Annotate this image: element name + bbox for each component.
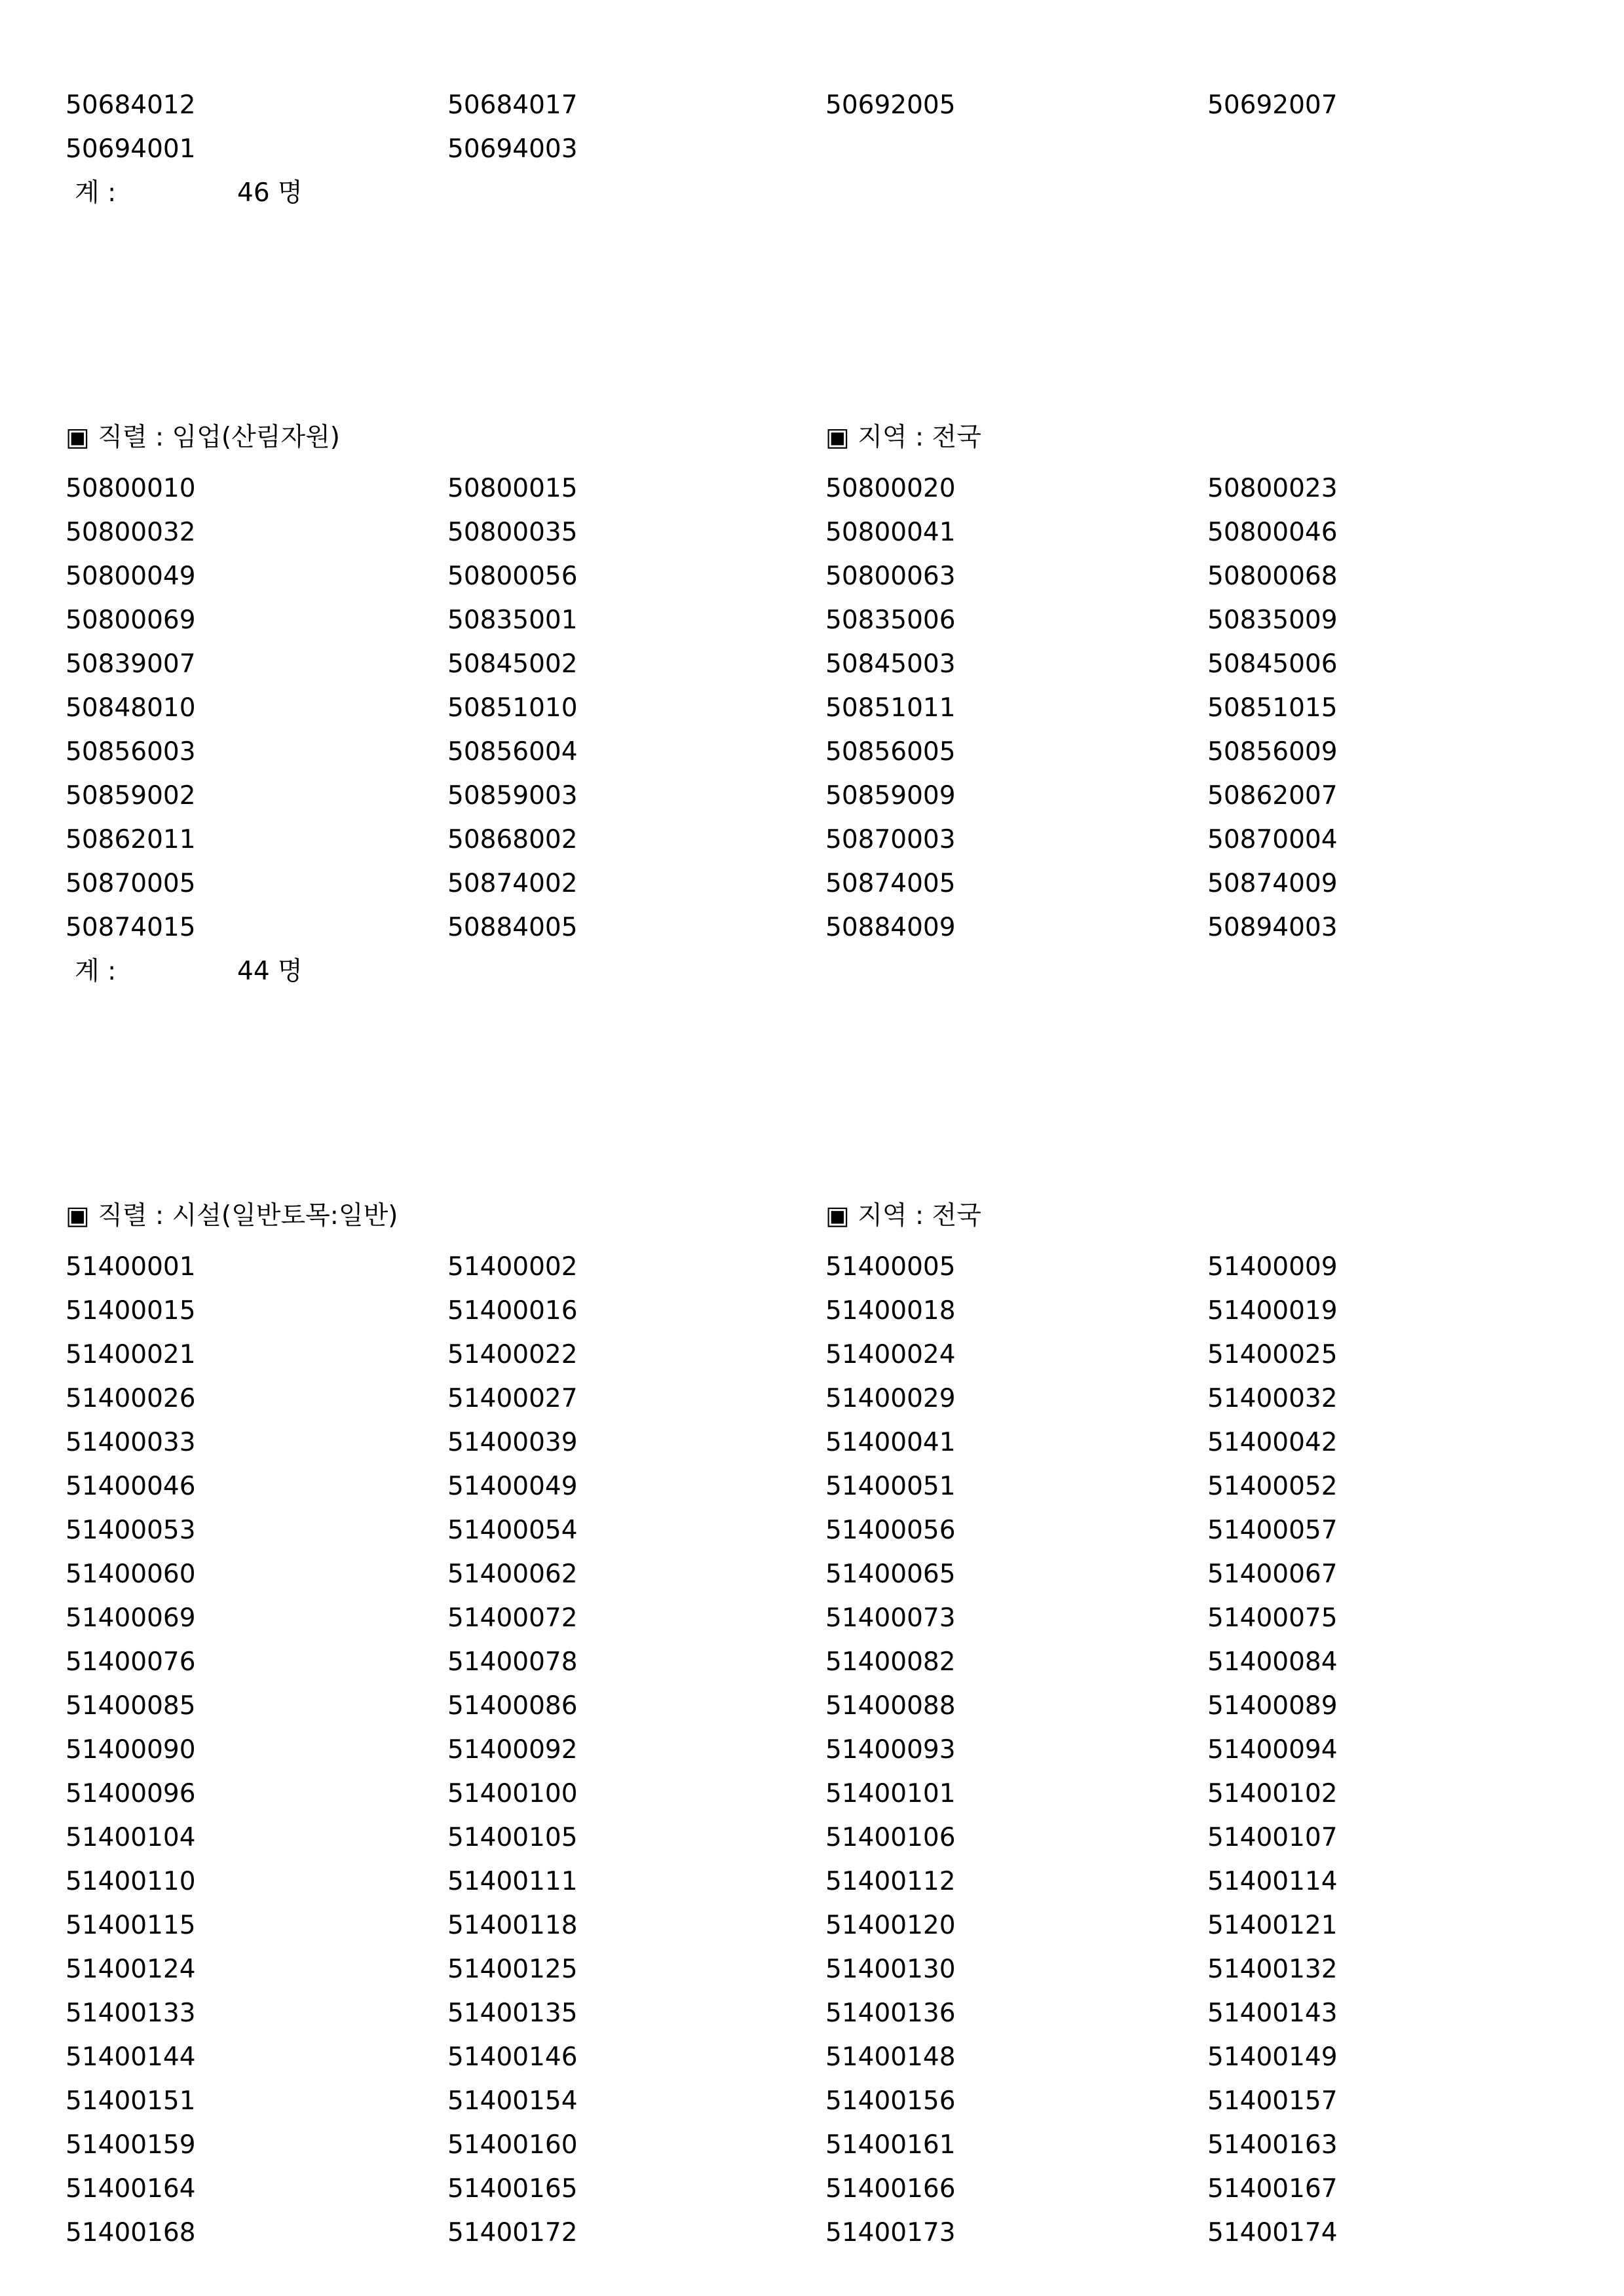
candidate-number: 51400056 [825,1516,956,1545]
candidate-number: 51400125 [447,1955,578,1984]
candidate-number: 51400029 [825,1384,956,1413]
candidate-number: 51400133 [66,1999,196,2028]
candidate-number: 51400124 [66,1955,196,1984]
subtotal-count: 44 명 [237,957,303,986]
section-header [0,1194,1624,1238]
job-series-label: ▣ 직렬 : 임업(산림자원) [66,423,341,452]
candidate-number: 51400049 [447,1472,578,1501]
candidate-number: 51400051 [825,1472,956,1501]
table-row [0,1772,1624,1816]
candidate-number: 50800046 [1207,518,1338,547]
candidate-number: 51400075 [1207,1603,1338,1633]
candidate-number: 50800056 [447,562,578,591]
candidate-number: 51400107 [1207,1823,1338,1852]
candidate-number: 51400067 [1207,1559,1338,1589]
table-row [0,1552,1624,1596]
table-row [0,554,1624,598]
candidate-number: 51400021 [66,1340,196,1369]
candidate-number: 50856005 [825,737,956,767]
candidate-number: 50692007 [1207,90,1338,120]
candidate-number: 51400114 [1207,1867,1338,1896]
candidate-number: 51400089 [1207,1691,1338,1721]
candidate-number: 50856009 [1207,737,1338,767]
table-row [0,818,1624,862]
candidate-number: 51400135 [447,1999,578,2028]
candidate-number: 51400120 [825,1911,956,1940]
table-row [0,906,1624,949]
candidate-number: 50859009 [825,781,956,811]
table-row [0,686,1624,730]
candidate-number: 51400052 [1207,1472,1338,1501]
table-row [0,1464,1624,1508]
candidate-number: 51400078 [447,1647,578,1677]
table-row [0,1947,1624,1991]
candidate-number: 51400156 [825,2086,956,2116]
section-header [0,415,1624,459]
candidate-number: 50845002 [447,649,578,679]
candidate-number: 51400033 [66,1428,196,1457]
candidate-number: 51400102 [1207,1779,1338,1808]
candidate-number: 50856003 [66,737,196,767]
candidate-number: 51400166 [825,2174,956,2204]
table-row [0,2167,1624,2211]
candidate-number: 51400054 [447,1516,578,1545]
candidate-number: 51400161 [825,2130,956,2160]
candidate-number: 51400164 [66,2174,196,2204]
candidate-number: 51400160 [447,2130,578,2160]
subtotal-count: 46 명 [237,178,303,208]
candidate-number: 51400085 [66,1691,196,1721]
candidate-number: 50851015 [1207,693,1338,723]
candidate-number: 50884005 [447,913,578,942]
table-row [0,642,1624,686]
table-row [0,2035,1624,2079]
candidate-number: 51400106 [825,1823,956,1852]
candidate-number: 51400118 [447,1911,578,1940]
candidate-number: 51400073 [825,1603,956,1633]
candidate-number: 50800032 [66,518,196,547]
candidate-number: 51400130 [825,1955,956,1984]
candidate-number: 51400094 [1207,1735,1338,1765]
table-row [0,1684,1624,1728]
candidate-number: 50835006 [825,605,956,635]
candidate-number: 51400096 [66,1779,196,1808]
table-row [0,1596,1624,1640]
candidate-number: 51400174 [1207,2218,1338,2248]
candidate-number: 51400101 [825,1779,956,1808]
table-row [0,1245,1624,1289]
candidate-number: 50868002 [447,825,578,854]
table-row [0,2211,1624,2255]
candidate-number: 50874005 [825,869,956,898]
candidate-number: 50874002 [447,869,578,898]
candidate-number: 51400112 [825,1867,956,1896]
candidate-number: 51400032 [1207,1384,1338,1413]
candidate-number: 50845003 [825,649,956,679]
table-row [0,862,1624,906]
candidate-number: 51400046 [66,1472,196,1501]
candidate-number: 51400111 [447,1867,578,1896]
candidate-number: 50870004 [1207,825,1338,854]
candidate-number: 51400163 [1207,2130,1338,2160]
table-row [0,730,1624,774]
candidate-number: 51400136 [825,1999,956,2028]
candidate-number: 50800015 [447,474,578,503]
candidate-number: 51400146 [447,2042,578,2072]
candidate-number: 51400053 [66,1516,196,1545]
candidate-number: 51400165 [447,2174,578,2204]
region-label: ▣ 지역 : 전국 [825,1201,981,1231]
candidate-number: 51400092 [447,1735,578,1765]
subtotal-row [0,171,1624,215]
candidate-number: 50851011 [825,693,956,723]
table-row [0,1289,1624,1333]
candidate-number: 50848010 [66,693,196,723]
candidate-number: 51400090 [66,1735,196,1765]
candidate-number: 50870005 [66,869,196,898]
candidate-number: 51400027 [447,1384,578,1413]
candidate-number: 51400018 [825,1296,956,1326]
table-row [0,1421,1624,1464]
candidate-number: 51400100 [447,1779,578,1808]
candidate-number: 51400151 [66,2086,196,2116]
table-row [0,127,1624,171]
candidate-number: 51400143 [1207,1999,1338,2028]
region-label: ▣ 지역 : 전국 [825,423,981,452]
subtotal-row [0,949,1624,993]
candidate-number: 50694001 [66,134,196,164]
candidate-number: 51400132 [1207,1955,1338,1984]
candidate-number: 51400025 [1207,1340,1338,1369]
candidate-number: 50859002 [66,781,196,811]
table-row [0,2079,1624,2123]
subtotal-label: 계 : [75,178,117,208]
candidate-number: 51400042 [1207,1428,1338,1457]
candidate-number: 51400086 [447,1691,578,1721]
candidate-number: 50894003 [1207,913,1338,942]
candidate-number: 50800049 [66,562,196,591]
table-row [0,598,1624,642]
candidate-number: 50874009 [1207,869,1338,898]
candidate-number: 51400168 [66,2218,196,2248]
candidate-number: 51400105 [447,1823,578,1852]
candidate-number: 51400154 [447,2086,578,2116]
candidate-number: 50800068 [1207,562,1338,591]
candidate-number: 51400172 [447,2218,578,2248]
candidate-number: 51400144 [66,2042,196,2072]
candidate-number: 50862007 [1207,781,1338,811]
candidate-number: 51400060 [66,1559,196,1589]
candidate-number: 51400084 [1207,1647,1338,1677]
table-row [0,1508,1624,1552]
candidate-number: 50839007 [66,649,196,679]
candidate-number: 50859003 [447,781,578,811]
candidate-number: 51400088 [825,1691,956,1721]
subtotal-label: 계 : [75,957,117,986]
candidate-number: 50835009 [1207,605,1338,635]
candidate-number: 51400072 [447,1603,578,1633]
candidate-number: 50862011 [66,825,196,854]
candidate-number: 50856004 [447,737,578,767]
candidate-number: 50692005 [825,90,956,120]
candidate-number: 50800063 [825,562,956,591]
table-row [0,1860,1624,1904]
candidate-number: 51400024 [825,1340,956,1369]
table-row [0,1904,1624,1947]
candidate-number: 50694003 [447,134,578,164]
candidate-number: 51400121 [1207,1911,1338,1940]
candidate-number: 51400157 [1207,2086,1338,2116]
table-row [0,1333,1624,1377]
job-series-label: ▣ 직렬 : 시설(일반토목:일반) [66,1201,398,1231]
table-row [0,2123,1624,2167]
candidate-number: 51400015 [66,1296,196,1326]
candidate-number: 50684017 [447,90,578,120]
candidate-number: 51400041 [825,1428,956,1457]
table-row [0,1640,1624,1684]
candidate-number: 51400009 [1207,1252,1338,1282]
candidate-number: 51400104 [66,1823,196,1852]
candidate-number: 51400039 [447,1428,578,1457]
candidate-number: 50800041 [825,518,956,547]
table-row [0,1991,1624,2035]
table-row [0,1728,1624,1772]
candidate-number: 50851010 [447,693,578,723]
table-row [0,774,1624,818]
candidate-number: 51400093 [825,1735,956,1765]
candidate-number: 51400149 [1207,2042,1338,2072]
table-row [0,83,1624,127]
candidate-number: 51400062 [447,1559,578,1589]
candidate-number: 50800020 [825,474,956,503]
table-row [0,1816,1624,1860]
candidate-number: 50800010 [66,474,196,503]
candidate-number: 50800069 [66,605,196,635]
candidate-number: 51400148 [825,2042,956,2072]
candidate-number: 50800035 [447,518,578,547]
table-row [0,1377,1624,1421]
candidate-number: 51400019 [1207,1296,1338,1326]
candidate-number: 51400076 [66,1647,196,1677]
candidate-number: 50874015 [66,913,196,942]
candidate-number: 51400057 [1207,1516,1338,1545]
candidate-number: 51400069 [66,1603,196,1633]
candidate-number: 51400026 [66,1384,196,1413]
candidate-number: 51400002 [447,1252,578,1282]
candidate-number: 51400065 [825,1559,956,1589]
candidate-number: 51400082 [825,1647,956,1677]
candidate-number: 50845006 [1207,649,1338,679]
table-row [0,467,1624,510]
candidate-number: 50684012 [66,90,196,120]
candidate-number: 50835001 [447,605,578,635]
candidate-number: 50870003 [825,825,956,854]
candidate-number: 51400110 [66,1867,196,1896]
candidate-number: 51400173 [825,2218,956,2248]
candidate-number: 51400159 [66,2130,196,2160]
candidate-number: 51400005 [825,1252,956,1282]
candidate-number: 51400115 [66,1911,196,1940]
candidate-number: 51400167 [1207,2174,1338,2204]
candidate-number: 51400016 [447,1296,578,1326]
candidate-number: 50884009 [825,913,956,942]
table-row [0,510,1624,554]
candidate-number: 50800023 [1207,474,1338,503]
candidate-number: 51400001 [66,1252,196,1282]
candidate-number: 51400022 [447,1340,578,1369]
